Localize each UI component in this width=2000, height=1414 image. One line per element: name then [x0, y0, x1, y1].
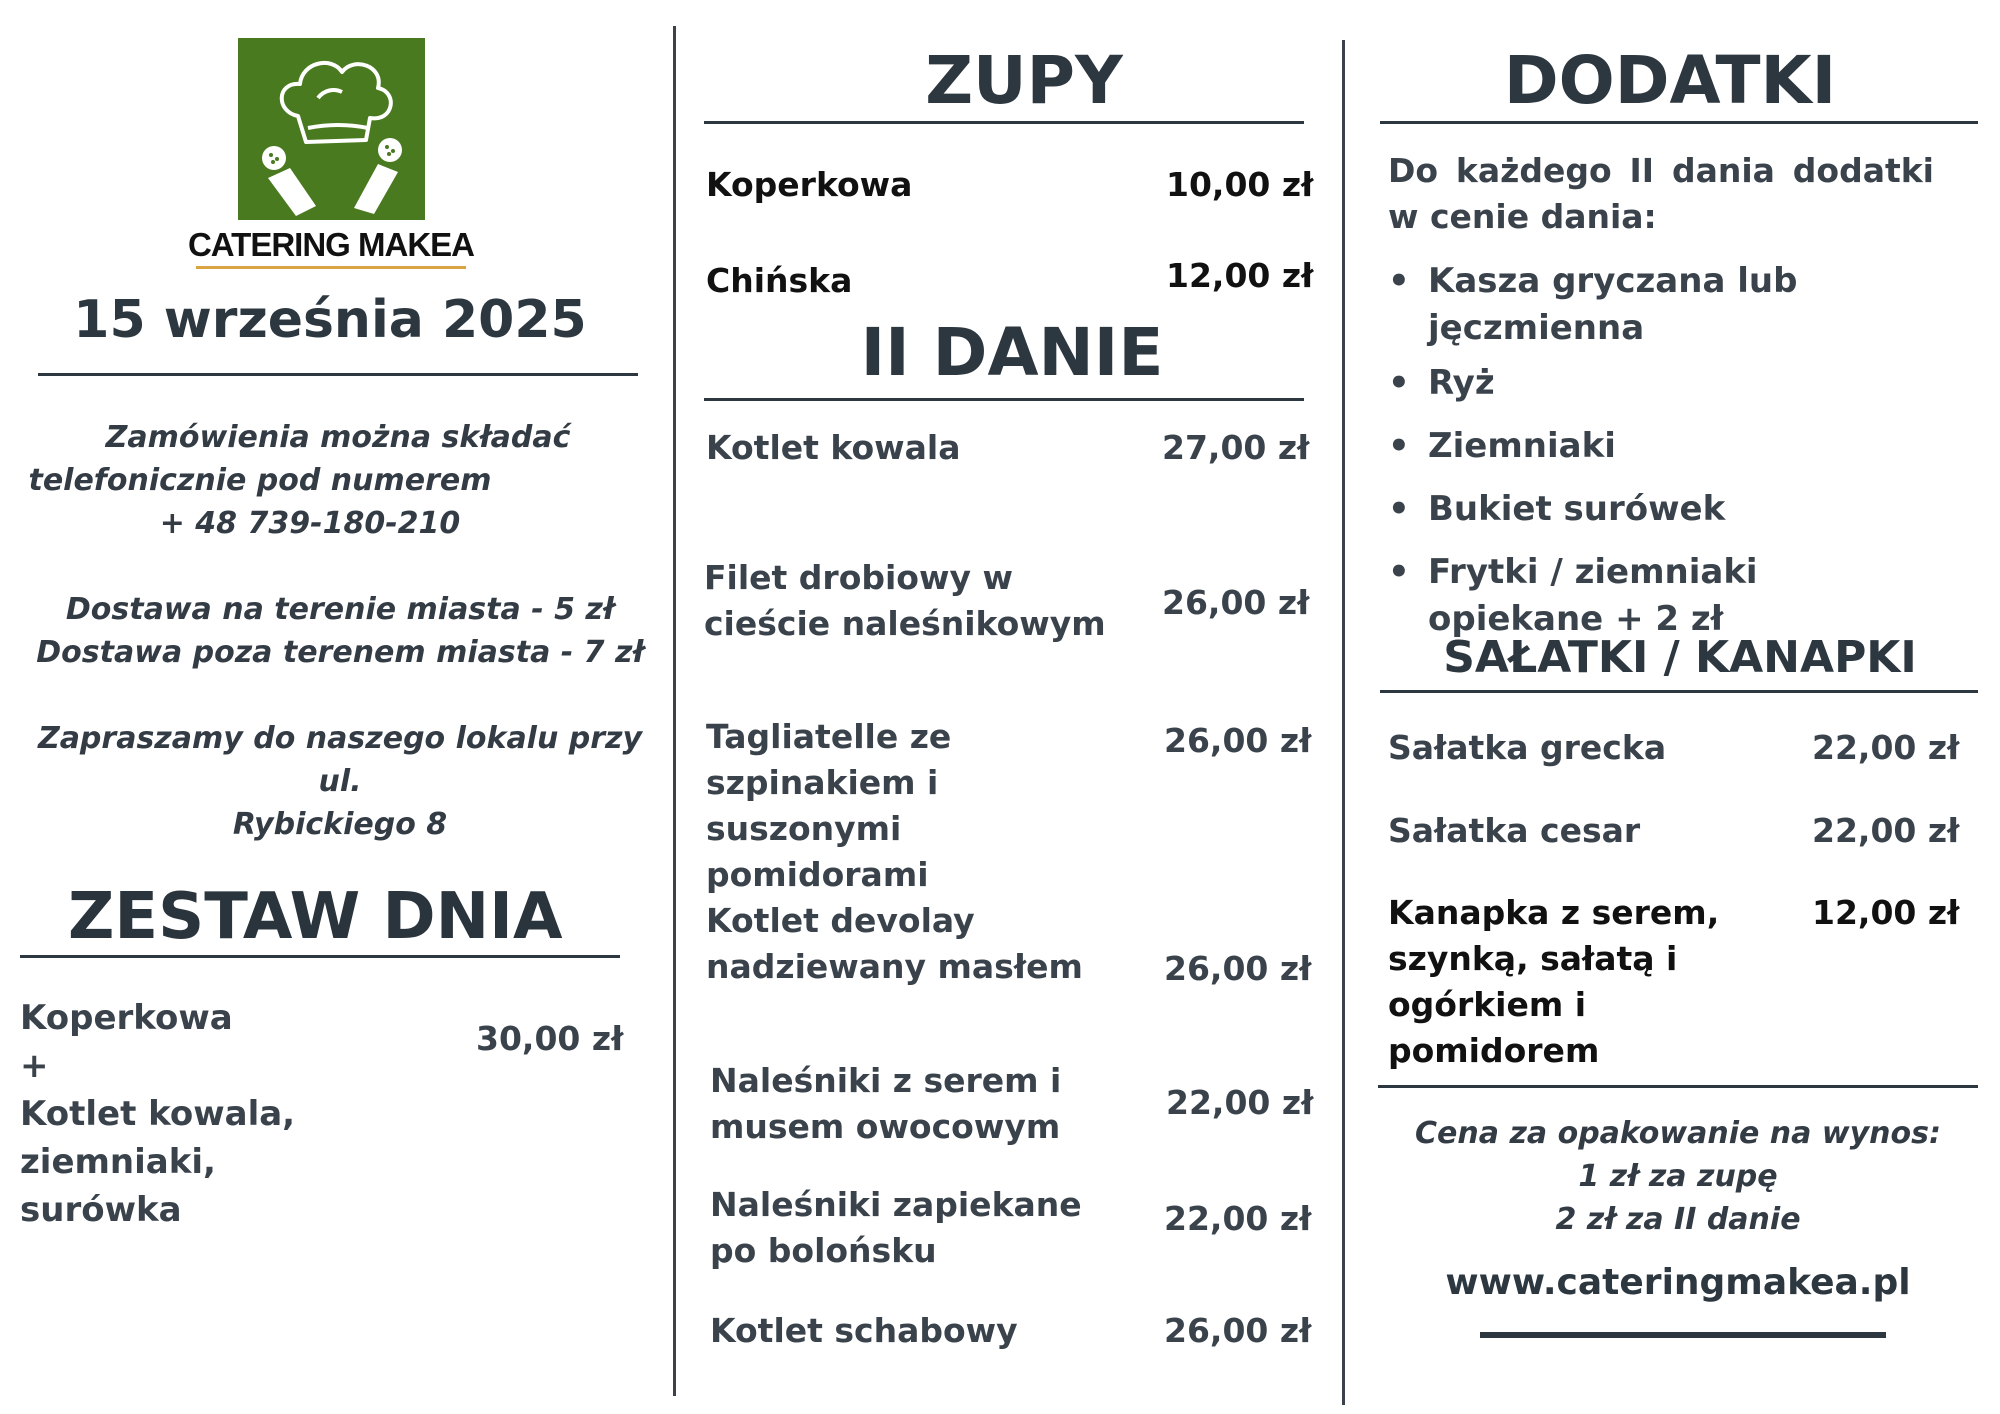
danie-price-3: 26,00 zł — [1164, 721, 1312, 760]
danie-name-4: Kotlet devolay nadziewany masłem — [706, 901, 1083, 986]
column-divider-left — [673, 26, 676, 1396]
zestaw-heading: ZESTAW DNIA — [68, 880, 563, 954]
invite-line-2: Rybickiego 8 — [232, 807, 448, 842]
salatki-underline — [1380, 690, 1978, 693]
chef-hat-salt-pepper-icon — [238, 38, 425, 220]
salatka-price-2: 22,00 zł — [1812, 811, 1960, 850]
zestaw-price: 30,00 zł — [476, 1019, 624, 1058]
dodatek-item: • Ryż — [1388, 360, 1978, 407]
zupa-price-2: 12,00 zł — [1166, 256, 1314, 295]
salatka-name-1: Sałatka grecka — [1388, 728, 1667, 767]
zestaw-line-2: + — [20, 1046, 49, 1086]
packaging-info — [1378, 1112, 1978, 1241]
delivery-city: Dostawa na terenie miasta - 5 zł — [65, 592, 615, 627]
order-phone: + 48 739-180-210 — [159, 506, 461, 541]
kanapka-price: 12,00 zł — [1812, 893, 1960, 932]
packaging-divider — [1378, 1085, 1978, 1088]
danie-name-3: Tagliatelle ze szpinakiem i suszonymi pomidorami — [706, 717, 952, 894]
zestaw-line-1: Koperkowa — [20, 998, 233, 1038]
zestaw-line-3: Kotlet kowala, — [20, 1094, 296, 1134]
zestaw-items — [20, 994, 380, 1234]
menu-date: 15 września 2025 — [73, 290, 587, 350]
danie-name-1: Kotlet kowala — [706, 428, 961, 467]
order-info — [20, 416, 660, 846]
website-underline — [1480, 1332, 1886, 1338]
dodatki-heading: DODATKI — [1503, 42, 1837, 119]
zupa-name-1: Koperkowa — [706, 165, 913, 204]
brand-name: CATERING MAKEA — [187, 226, 475, 263]
packaging-line-1: Cena za opakowanie na wynos: — [1415, 1116, 1941, 1151]
brand-underline — [196, 266, 466, 269]
danie-price-1: 27,00 zł — [1162, 428, 1310, 467]
dodatki-list — [1388, 258, 1978, 643]
invite-line-1: Zapraszamy do naszego lokalu przy ul. — [37, 721, 643, 799]
danie-name-5: Naleśniki z serem i musem owocowym — [710, 1061, 1062, 1146]
ii-danie-underline — [704, 398, 1304, 401]
zupy-heading: ZUPY — [925, 42, 1123, 119]
zestaw-underline — [20, 955, 620, 958]
kanapka-name: Kanapka z serem, szynką, sałatą i ogórkiem i pomidorem — [1388, 893, 1720, 1070]
zupy-underline — [704, 121, 1304, 124]
dodatek-item: • Frytki / ziemniaki opiekane + 2 zł — [1388, 549, 1918, 643]
zupa-price-1: 10,00 zł — [1166, 165, 1314, 204]
danie-price-2: 26,00 zł — [1162, 583, 1310, 622]
dodatek-item: • Bukiet surówek — [1388, 486, 1978, 533]
zupa-name-2: Chińska — [706, 261, 853, 300]
zestaw-line-4: ziemniaki, surówka — [20, 1142, 216, 1230]
danie-price-5: 22,00 zł — [1166, 1083, 1314, 1122]
dodatek-item: • Ziemniaki — [1388, 423, 1978, 470]
danie-name-6: Naleśniki zapiekane po bolońsku — [710, 1185, 1082, 1270]
danie-name-7: Kotlet schabowy — [710, 1311, 1018, 1350]
dodatek-item: • Kasza gryczana lub jęczmienna — [1388, 258, 1978, 352]
website-link[interactable]: www.cateringmakea.pl — [1445, 1262, 1911, 1303]
column-divider-right — [1342, 40, 1345, 1405]
order-line-1: Zamówienia można składać — [105, 420, 571, 455]
danie-price-6: 22,00 zł — [1164, 1199, 1312, 1238]
danie-price-7: 26,00 zł — [1164, 1311, 1312, 1350]
salatki-heading: SAŁATKI / KANAPKI — [1443, 632, 1917, 683]
dodatki-underline — [1380, 121, 1978, 124]
order-line-2: telefonicznie pod numerem — [28, 463, 492, 498]
danie-price-4: 26,00 zł — [1164, 949, 1312, 988]
packaging-line-3: 2 zł za II danie — [1555, 1202, 1801, 1237]
danie-name-2: Filet drobiowy w cieście naleśnikowym — [704, 558, 1106, 643]
salatka-name-2: Sałatka cesar — [1388, 811, 1641, 850]
salatka-price-1: 22,00 zł — [1812, 728, 1960, 767]
date-underline — [38, 373, 638, 376]
dodatki-intro: Do każdego II dania dodatki w cenie dania: — [1388, 151, 1934, 236]
logo — [238, 38, 425, 220]
ii-danie-heading: II DANIE — [860, 314, 1164, 391]
delivery-outside: Dostawa poza terenem miasta - 7 zł — [36, 635, 644, 670]
packaging-line-2: 1 zł za zupę — [1578, 1159, 1778, 1194]
